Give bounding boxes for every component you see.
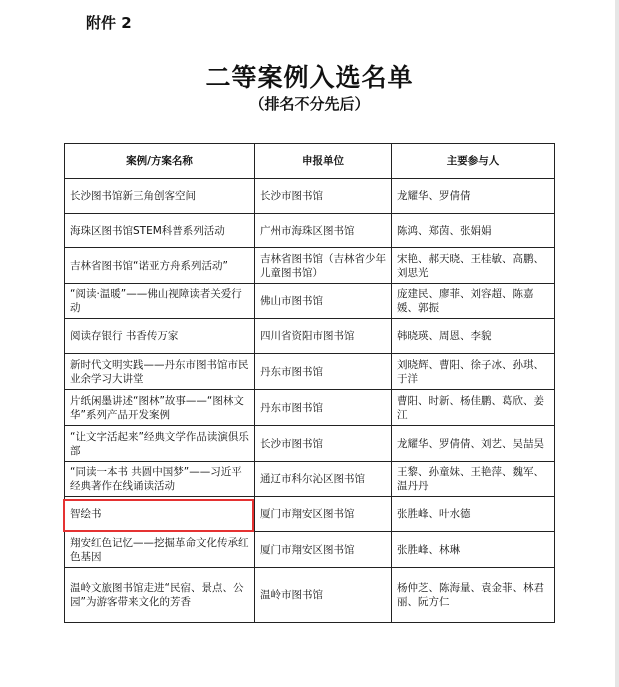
unit-cell: 丹东市图书馆 [255, 354, 392, 390]
case-name-cell: 吉林省图书馆“诺亚方舟系列活动” [65, 248, 255, 284]
participants-cell: 曹阳、时新、杨佳鹏、葛欣、姜江 [392, 390, 555, 426]
unit-cell: 长沙市图书馆 [255, 179, 392, 214]
case-name-cell: “同读一本书 共圆中国梦”——习近平经典著作在线诵读活动 [65, 462, 255, 497]
unit-cell: 佛山市图书馆 [255, 284, 392, 319]
participants-cell: 龙耀华、罗倩倩、刘艺、吴喆昊 [392, 426, 555, 462]
table-row [65, 319, 555, 354]
unit-cell: 通辽市科尔沁区图书馆 [255, 462, 392, 497]
participants-cell: 杨仲芝、陈海量、袁金菲、林君丽、阮方仁 [392, 568, 555, 623]
document-title: 二等案例入选名单 [205, 63, 414, 92]
participants-cell: 刘晓辉、曹阳、徐子冰、孙琪、于洋 [392, 354, 555, 390]
attachment-label: 附件 2 [86, 14, 132, 32]
case-name-cell: 智绘书 [65, 497, 255, 532]
unit-cell: 厦门市翔安区图书馆 [255, 532, 392, 568]
case-name-cell: “阅读·温暖”——佛山视障读者关爱行动 [65, 284, 255, 319]
unit-cell: 丹东市图书馆 [255, 390, 392, 426]
case-name-cell: 新时代文明实践——丹东市图书馆市民业余学习大讲堂 [65, 354, 255, 390]
unit-cell: 四川省资阳市图书馆 [255, 319, 392, 354]
table-row [65, 426, 555, 462]
case-name-cell: 温岭文旅图书馆走进“民宿、景点、公园”为游客带来文化的芳香 [65, 568, 255, 623]
header-participants: 主要参与人 [392, 144, 555, 179]
table-row [65, 568, 555, 623]
table-row [65, 390, 555, 426]
participants-cell: 陈鸿、郑茵、张娟娟 [392, 214, 555, 248]
unit-cell: 长沙市图书馆 [255, 426, 392, 462]
participants-cell: 宋艳、郝天晓、王桂敏、高鹏、刘思光 [392, 248, 555, 284]
participants-cell: 王黎、孙童妹、王艳萍、魏军、温丹丹 [392, 462, 555, 497]
table-row [65, 214, 555, 248]
header-case-name: 案例/方案名称 [65, 144, 255, 179]
winners-table [64, 143, 555, 623]
unit-cell: 广州市海珠区图书馆 [255, 214, 392, 248]
table-row [65, 284, 555, 319]
table-row [65, 354, 555, 390]
case-name-cell: 片纸闲墨讲述“图林”故事——“图林文华”系列产品开发案例 [65, 390, 255, 426]
unit-cell: 厦门市翔安区图书馆 [255, 497, 392, 532]
participants-cell: 龙耀华、罗倩倩 [392, 179, 555, 214]
participants-cell: 张胜峰、林琳 [392, 532, 555, 568]
unit-cell: 温岭市图书馆 [255, 568, 392, 623]
participants-cell: 张胜峰、叶水德 [392, 497, 555, 532]
table-row [65, 179, 555, 214]
unit-cell: 吉林省图书馆（吉林省少年儿童图书馆） [255, 248, 392, 284]
table-header-row [65, 144, 555, 179]
document-subtitle: （排名不分先后） [249, 95, 370, 113]
case-name-cell: 长沙图书馆新三角创客空间 [65, 179, 255, 214]
table-row [65, 462, 555, 497]
table-row [65, 532, 555, 568]
participants-cell: 庞建民、廖菲、刘容超、陈嘉媛、郭振 [392, 284, 555, 319]
table-row-highlighted [65, 497, 555, 532]
table-row [65, 248, 555, 284]
case-name-cell: 翔安红色记忆——挖掘革命文化传承红色基因 [65, 532, 255, 568]
participants-cell: 韩晓瑛、周恩、李貌 [392, 319, 555, 354]
case-name-cell: “让文字活起来”经典文学作品读演俱乐部 [65, 426, 255, 462]
case-name-cell: 海珠区图书馆STEM科普系列活动 [65, 214, 255, 248]
header-unit: 申报单位 [255, 144, 392, 179]
case-name-cell: 阅读存银行 书香传万家 [65, 319, 255, 354]
